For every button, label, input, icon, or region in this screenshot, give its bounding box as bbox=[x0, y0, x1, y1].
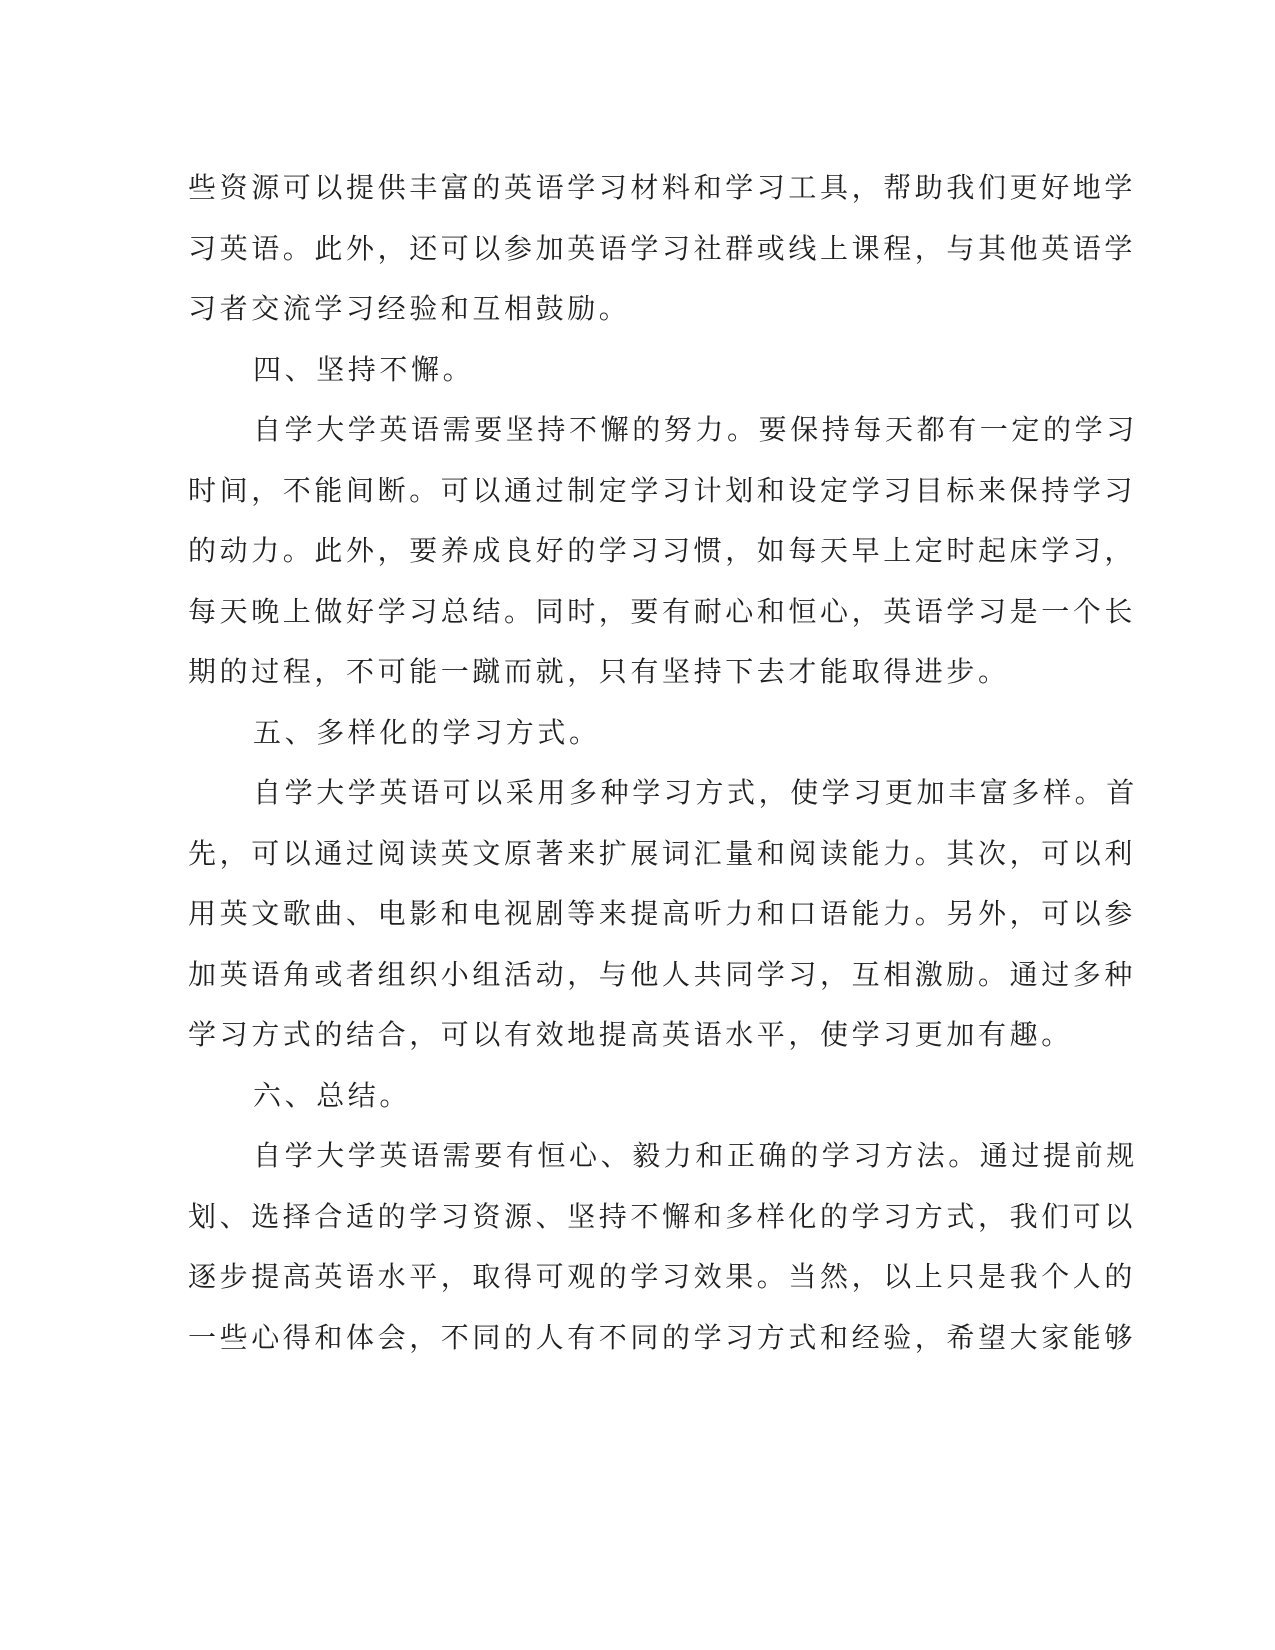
text-line: 习者交流学习经验和互相鼓励。 bbox=[188, 292, 631, 325]
document-body bbox=[188, 158, 1138, 1368]
text-line: 每天晚上做好学习总结。同时，要有耐心和恒心，英语学习是一个长 bbox=[188, 594, 1137, 628]
text-line: 时间，不能间断。可以通过制定学习计划和设定学习目标来保持学习 bbox=[188, 473, 1137, 507]
text-line: 的动力。此外，要养成良好的学习习惯，如每天早上定时起床学习， bbox=[188, 534, 1137, 567]
paragraph-five bbox=[188, 763, 1138, 1066]
text-line: 先，可以通过阅读英文原著来扩展词汇量和阅读能力。其次，可以利 bbox=[188, 836, 1137, 870]
text-line: 自学大学英语需要有恒心、毅力和正确的学习方法。通过提前规 bbox=[253, 1139, 1138, 1172]
section-heading-four: 四、坚持不懈。 bbox=[253, 352, 475, 386]
paragraph-continuation bbox=[188, 158, 1137, 340]
paragraph-six bbox=[188, 1126, 1138, 1368]
text-line: 学习方式的结合，可以有效地提高英语水平，使学习更加有趣。 bbox=[188, 1018, 1073, 1051]
text-line: 逐步提高英语水平，取得可观的学习效果。当然，以上只是我个人的 bbox=[188, 1260, 1137, 1293]
text-line: 期的过程，不可能一蹴而就，只有坚持下去才能取得进步。 bbox=[188, 655, 1010, 688]
text-line: 划、选择合适的学习资源、坚持不懈和多样化的学习方式，我们可以 bbox=[188, 1199, 1137, 1233]
paragraph-four bbox=[188, 400, 1138, 703]
text-line: 一些心得和体会，不同的人有不同的学习方式和经验，希望大家能够 bbox=[188, 1320, 1137, 1354]
section-heading-six: 六、总结。 bbox=[253, 1078, 412, 1112]
text-line: 用英文歌曲、电影和电视剧等来提高听力和口语能力。另外，可以参 bbox=[188, 897, 1137, 930]
section-heading-five: 五、多样化的学习方式。 bbox=[253, 715, 601, 749]
text-line: 些资源可以提供丰富的英语学习材料和学习工具，帮助我们更好地学 bbox=[188, 171, 1137, 204]
text-line: 加英语角或者组织小组活动，与他人共同学习，互相激励。通过多种 bbox=[188, 957, 1137, 991]
text-line: 自学大学英语可以采用多种学习方式，使学习更加丰富多样。首 bbox=[253, 776, 1138, 809]
text-line: 自学大学英语需要坚持不懈的努力。要保持每天都有一定的学习 bbox=[253, 413, 1138, 446]
text-line: 习英语。此外，还可以参加英语学习社群或线上课程，与其他英语学 bbox=[188, 231, 1137, 265]
